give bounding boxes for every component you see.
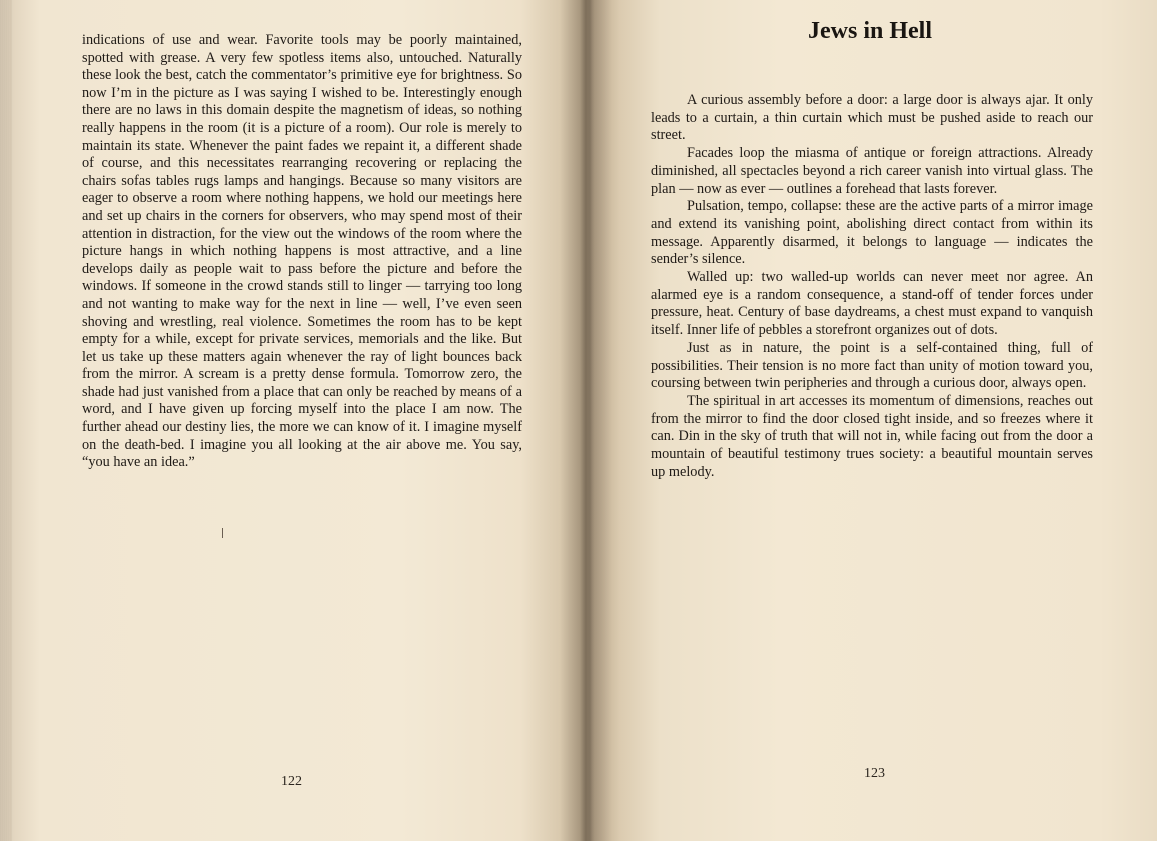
left-paragraph-1: indications of use and wear. Favorite tools may be poorly maintained, spotted with grease. A very few spotless items also, untouched. Naturally these look the best, catch the commentator’s primitive eye for brightness. So now I’m in the picture as I was saying I wished to be. Interestingly enough there are no laws in this domain despite the magnetism of ideas, so nothing really happens in the room (it is a picture of a room). Our role is merely to maintain its state. Whenever the paint fades we repaint it, a different shade of course, and this necessitates rearranging recovering or replacing the chairs sofas tables rugs lamps and hangings. Because so many visitors are eager to observe a room where nothing happens, we hold our meetings here and set up chairs in the corners for observers, who may spend most of their attention in distraction, for the view out the windows of the room where the picture hangs in which nothing happens is most attractive, and a line develops daily as people wait to pass before the picture and before the windows. If someone in the crowd stands still to linger — tarrying too long and not wanting to make way for the next in line — well, I’ve even seen shoving and wrestling, real violence. Sometimes the room has to be kept empty for a while, except for private services, memorials and the like. But let us take up these matters again whenever the ray of light bounces back from the mirror. A scream is a pretty dense formula. Tomorrow zero, the shade had just vanished from a place that can only be reached by means of a word, and I have given up forcing myself into the place I am now. The further ahead our destiny lies, the more we can know of it. I imagine myself on the death-bed. I imagine you all looking at the air above me. You say, “you have an idea.” — [82, 32, 522, 471]
right-paragraph-2: Facades loop the miasma of antique or foreign attractions. Already diminished, all spectacles beyond a rich career vanish into virtual glass. The plan — now as ever — outlines a forehead that lasts forever. — [651, 145, 1093, 197]
page-edge — [0, 0, 12, 841]
chapter-title: Jews in Hell — [808, 18, 932, 44]
right-paragraph-1: A curious assembly before a door: a large door is always ajar. It only leads to a curtain, a thin curtain which must be pushed aside to reach our street. — [651, 92, 1093, 144]
left-page — [0, 0, 578, 841]
page-number-right: 123 — [864, 766, 885, 781]
left-page-body — [82, 32, 522, 472]
right-page — [588, 0, 1157, 841]
right-paragraph-3: Pulsation, tempo, collapse: these are the active parts of a mirror image and extend its vanishing point, abolishing direct contact from within its message. Apparently disarmed, it belongs to language — indicates the sender’s silence. — [651, 198, 1093, 268]
right-paragraph-4: Walled up: two walled-up worlds can never meet nor agree. An alarmed eye is a random consequence, a stand-off of tender forces under pressure, heat. Century of base daydreams, a chest must expand to vanquish itself. Inner life of pebbles a storefront organizes out of dots. — [651, 269, 1093, 339]
page-number-left: 122 — [281, 774, 302, 789]
right-paragraph-5: Just as in nature, the point is a self-contained thing, full of possibilities. Their tension is no more fact than unity of motion toward you, coursing between twin peripheries and through a curious door, always open. — [651, 339, 1093, 392]
right-page-body — [651, 92, 1093, 481]
right-paragraph-6: The spiritual in art accesses its momentum of dimensions, reaches out from the mirror to find the door closed tight inside, and so freezes where it can. Din in the sky of truth that will not in, while facing out from the door a mountain of beautiful testimony trues society: a beautiful mountain serves up melody. — [651, 392, 1093, 480]
stray-mark — [222, 528, 223, 538]
